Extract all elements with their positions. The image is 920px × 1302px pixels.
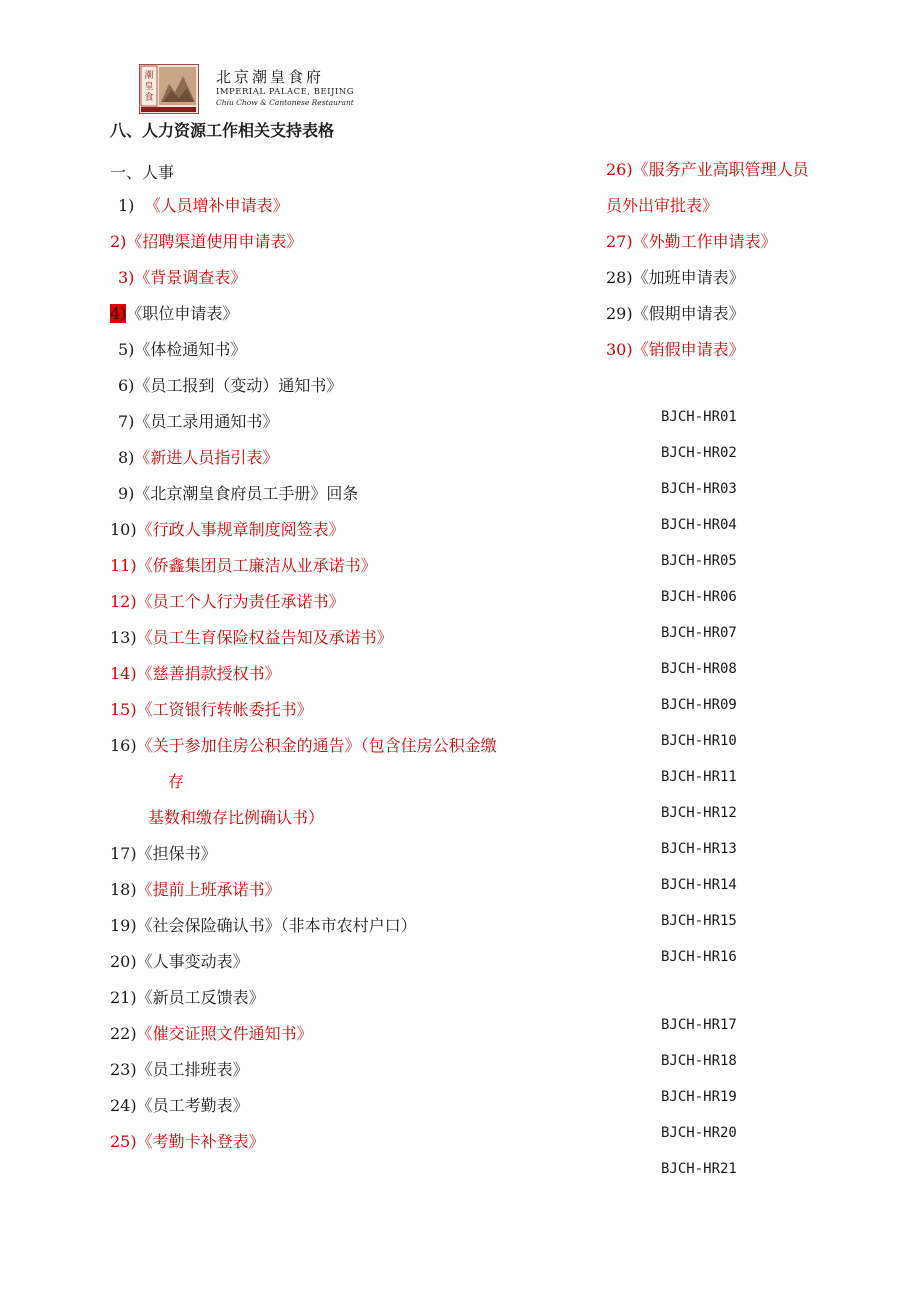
list-item: 10)《行政人事规章制度阅签表》 — [110, 520, 345, 539]
list-item: 20)《人事变动表》 — [110, 952, 249, 971]
form-code: BJCH-HR10 — [661, 733, 737, 749]
form-code: BJCH-HR16 — [661, 949, 737, 965]
list-item-continuation: 员外出审批表》 — [606, 196, 719, 215]
list-item: 12)《员工个人行为责任承诺书》 — [110, 592, 345, 611]
svg-text:皇: 皇 — [144, 82, 154, 92]
list-item: 13)《员工生育保险权益告知及承诺书》 — [110, 628, 393, 647]
brand-block — [216, 68, 354, 108]
list-item: 26)《服务产业高职管理人员 — [606, 160, 809, 179]
form-code: BJCH-HR18 — [661, 1053, 737, 1069]
list-item: 3)《背景调查表》 — [118, 268, 247, 287]
form-code: BJCH-HR20 — [661, 1125, 737, 1141]
form-code: BJCH-HR11 — [661, 769, 737, 785]
list-item: 5)《体检通知书》 — [118, 340, 247, 359]
list-item: 18)《提前上班承诺书》 — [110, 880, 281, 899]
form-code: BJCH-HR14 — [661, 877, 737, 893]
list-item: 11)《侨鑫集团员工廉洁从业承诺书》 — [110, 556, 377, 575]
form-code: BJCH-HR17 — [661, 1017, 737, 1033]
list-item-continuation: 基数和缴存比例确认书） — [148, 808, 325, 827]
list-item: 4)《职位申请表》 — [110, 304, 239, 323]
list-item: 2)《招聘渠道使用申请表》 — [110, 232, 303, 251]
form-code: BJCH-HR21 — [661, 1161, 737, 1177]
list-item: 30)《销假申请表》 — [606, 340, 745, 359]
list-item: 14)《慈善捐款授权书》 — [110, 664, 281, 683]
form-code: BJCH-HR08 — [661, 661, 737, 677]
form-code: BJCH-HR01 — [661, 409, 737, 425]
svg-text:食: 食 — [144, 93, 154, 103]
form-code: BJCH-HR04 — [661, 517, 737, 533]
brand-name-cn: 北京潮皇食府 — [216, 68, 325, 86]
list-item: 21)《新员工反馈表》 — [110, 988, 265, 1007]
list-item: 24)《员工考勤表》 — [110, 1096, 249, 1115]
brand-name-en: IMPERIAL PALACE, BEIJING — [216, 87, 355, 97]
form-code: BJCH-HR09 — [661, 697, 737, 713]
list-item: 29)《假期申请表》 — [606, 304, 745, 323]
list-item: 27)《外勤工作申请表》 — [606, 232, 777, 251]
form-code: BJCH-HR02 — [661, 445, 737, 461]
form-code: BJCH-HR05 — [661, 553, 737, 569]
list-item: 1) 《人员增补申请表》 — [118, 196, 289, 215]
form-code: BJCH-HR13 — [661, 841, 737, 857]
section-title: 八、人力资源工作相关支持表格 — [110, 121, 335, 140]
list-item: 7)《员工录用通知书》 — [118, 412, 279, 431]
brand-tagline: Chiu Chow & Cantonese Restaurant — [216, 98, 354, 107]
form-code: BJCH-HR15 — [661, 913, 737, 929]
section-subtitle: 一、人事 — [110, 163, 175, 182]
list-item: 8)《新进人员指引表》 — [118, 448, 279, 467]
list-item: 25)《考勤卡补登表》 — [110, 1132, 265, 1151]
list-item: 23)《员工排班表》 — [110, 1060, 249, 1079]
restaurant-logo — [139, 64, 199, 114]
list-item: 16)《关于参加住房公积金的通告》（包含住房公积金缴 — [110, 736, 497, 755]
list-item: 28)《加班申请表》 — [606, 268, 745, 287]
list-item-continuation: 存 — [168, 772, 185, 791]
list-item: 9)《北京潮皇食府员工手册》回条 — [118, 484, 359, 503]
form-code: BJCH-HR03 — [661, 481, 737, 497]
form-code: BJCH-HR06 — [661, 589, 737, 605]
list-item: 19)《社会保险确认书》（非本市农村户口） — [110, 916, 417, 935]
form-code: BJCH-HR12 — [661, 805, 737, 821]
list-item: 17)《担保书》 — [110, 844, 217, 863]
form-code: BJCH-HR07 — [661, 625, 737, 641]
list-item: 6)《员工报到（变动）通知书》 — [118, 376, 343, 395]
list-item: 22)《催交证照文件通知书》 — [110, 1024, 313, 1043]
form-code: BJCH-HR19 — [661, 1089, 737, 1105]
svg-text:潮: 潮 — [144, 71, 154, 81]
list-item: 15)《工资银行转帐委托书》 — [110, 700, 313, 719]
highlighted-number: 4) — [110, 304, 127, 323]
